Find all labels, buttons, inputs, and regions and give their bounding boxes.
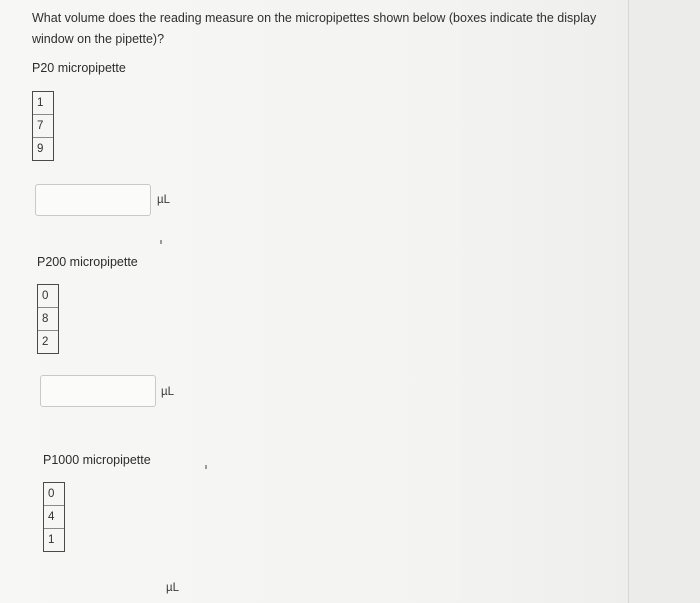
p20-answer-field[interactable] xyxy=(35,184,151,216)
p1000-digit-2: 4 xyxy=(44,506,64,529)
p1000-digit-1: 0 xyxy=(44,483,64,506)
p20-digit-2: 7 xyxy=(33,115,53,138)
p200-digit-1: 0 xyxy=(38,285,58,308)
p200-unit-label: µL xyxy=(161,386,175,398)
p200-display-window xyxy=(37,284,59,354)
speck-mark xyxy=(160,240,162,244)
p20-digit-3: 9 xyxy=(37,143,44,155)
question-text: What volume does the reading measure on the micropipettes shown below (boxes indicate the display window on the pipette)? xyxy=(32,11,597,46)
p200-digit-3: 2 xyxy=(42,336,49,348)
p1000-unit-label: µL xyxy=(166,582,180,594)
p200-answer-input[interactable] xyxy=(41,376,155,406)
p1000-display-window xyxy=(43,482,65,552)
p20-display-window xyxy=(32,91,54,161)
p20-digit-1: 1 xyxy=(33,92,53,115)
right-side-panel xyxy=(628,0,700,603)
p200-answer-field[interactable] xyxy=(40,375,156,407)
p1000-label: P1000 micropipette xyxy=(43,453,151,467)
p20-answer-input[interactable] xyxy=(36,185,150,215)
p200-digit-2: 8 xyxy=(38,308,58,331)
speck-mark xyxy=(205,465,207,469)
p1000-digit-3: 1 xyxy=(48,534,55,546)
p20-label: P20 micropipette xyxy=(32,61,126,75)
p200-label: P200 micropipette xyxy=(37,255,138,269)
p20-unit-label: µL xyxy=(157,194,171,206)
